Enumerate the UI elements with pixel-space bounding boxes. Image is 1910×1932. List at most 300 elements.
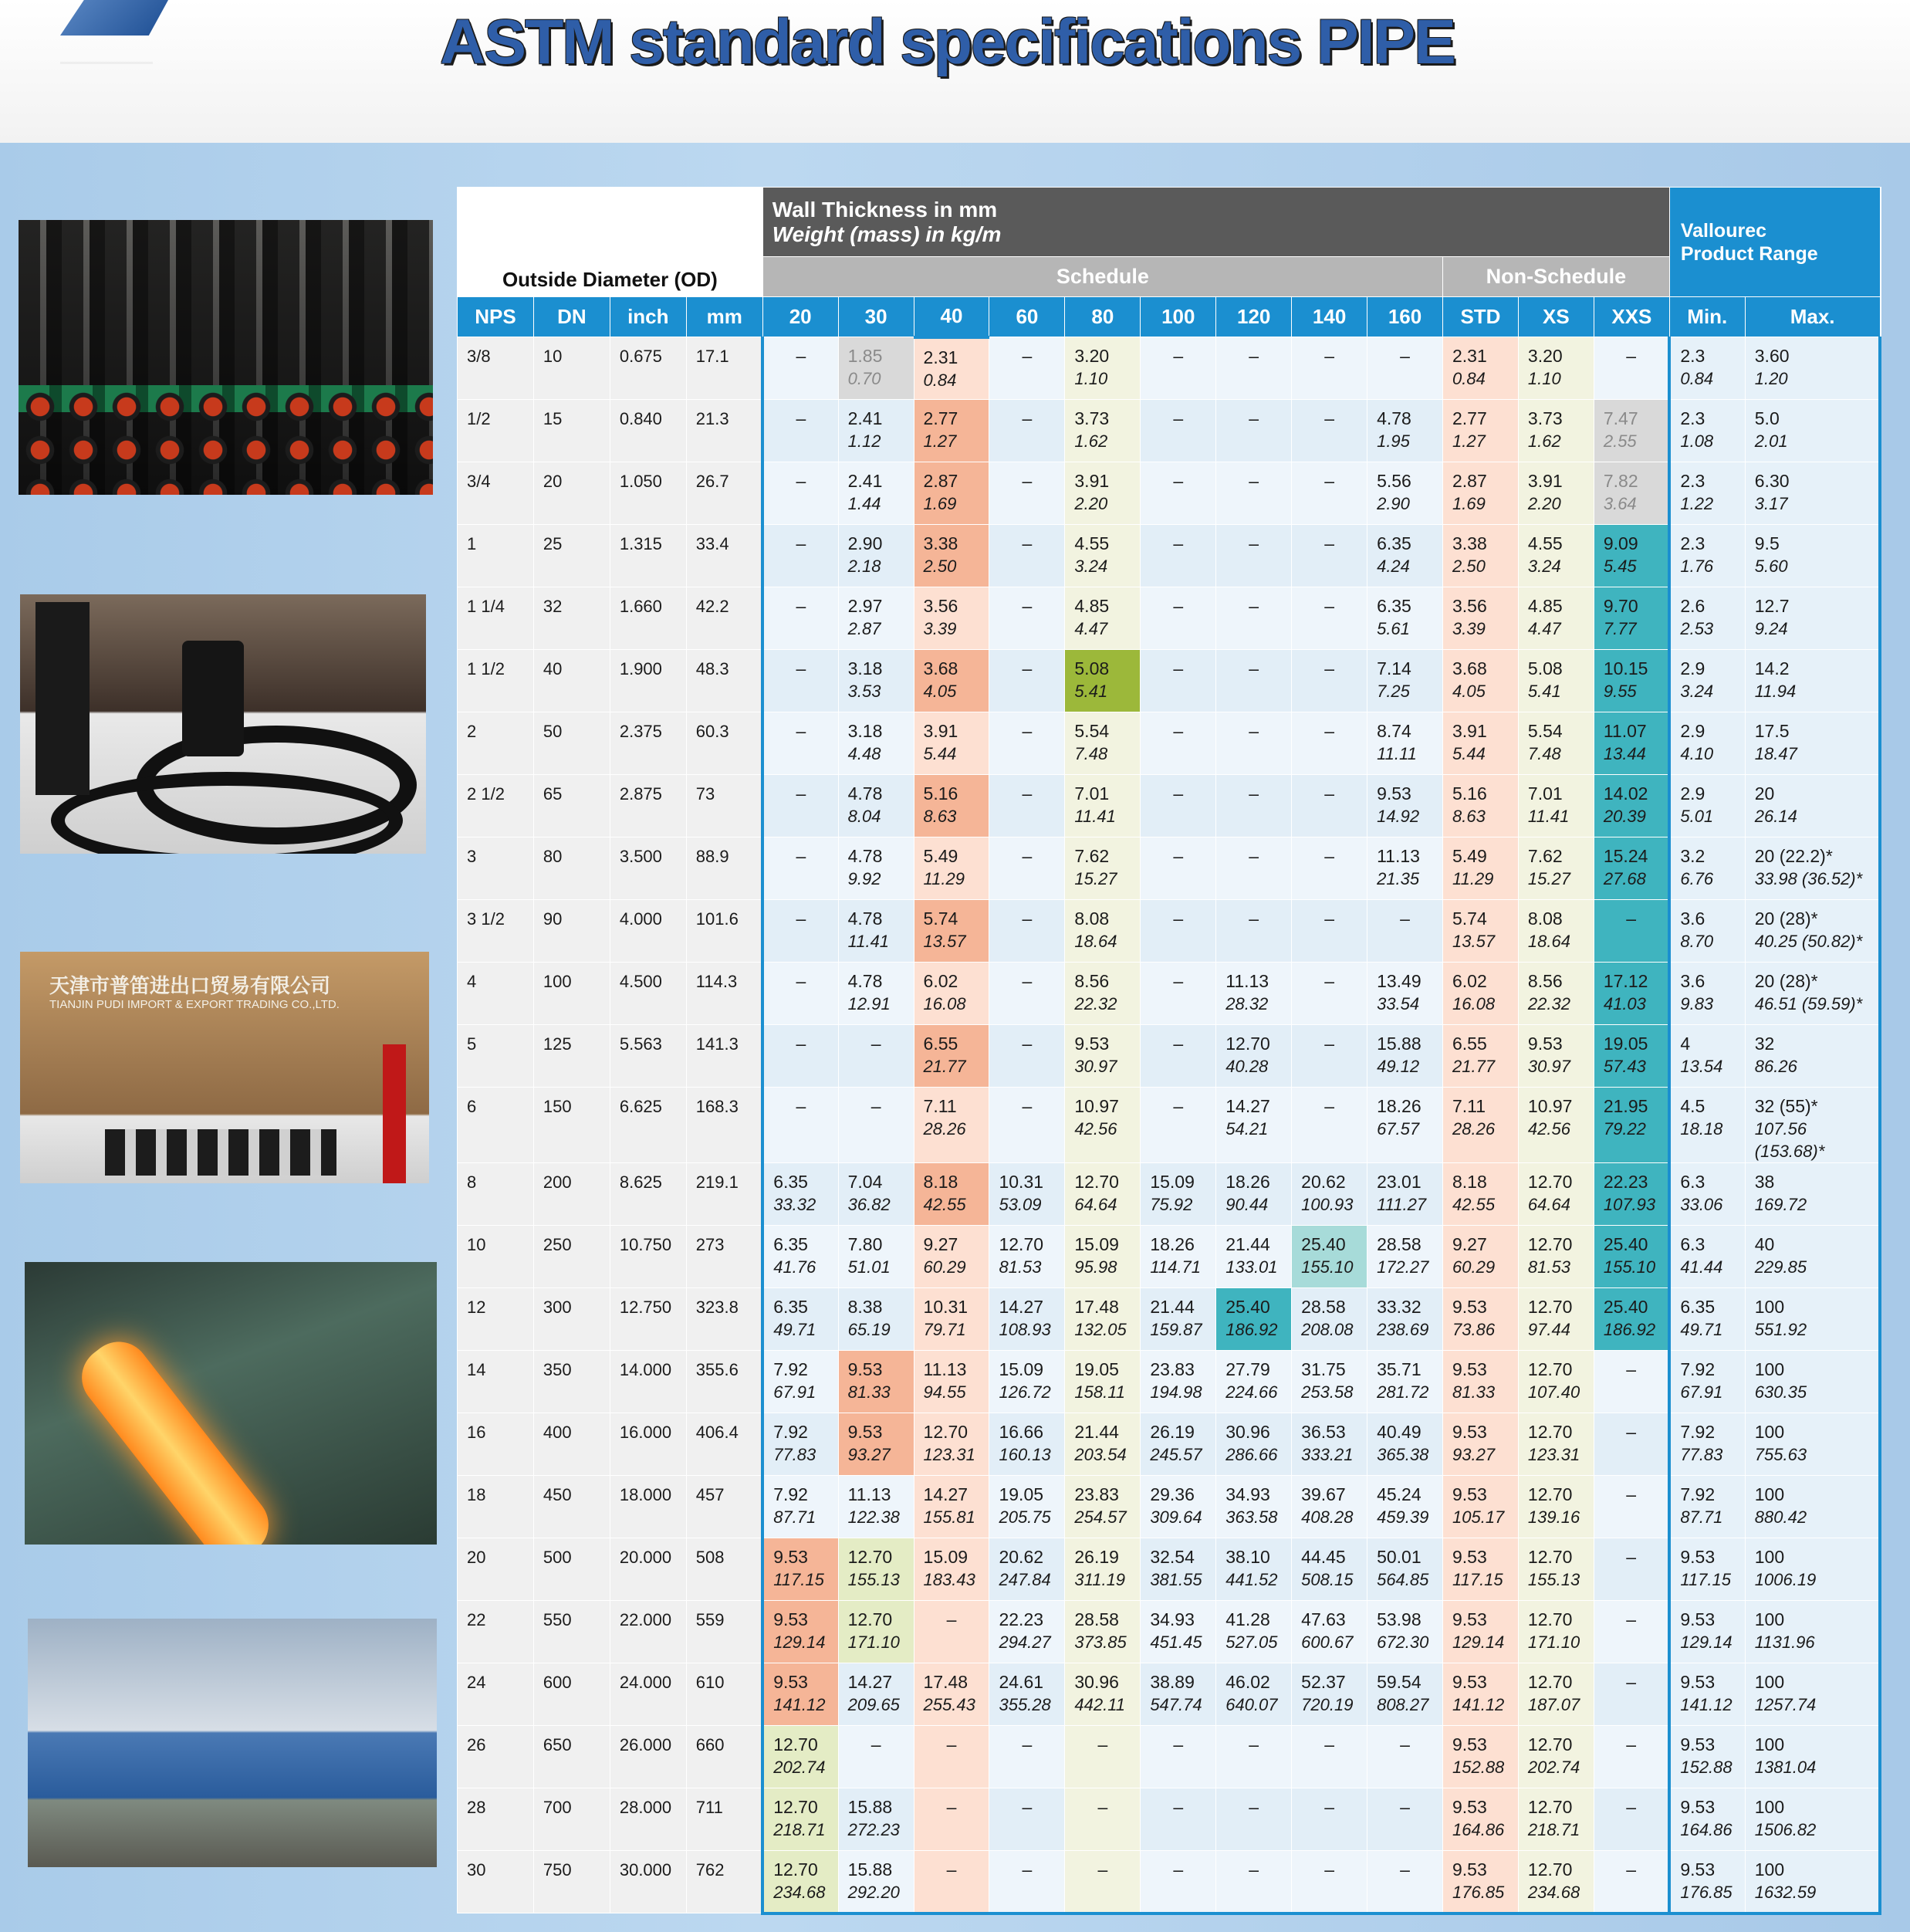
cell-80 <box>1065 1663 1141 1726</box>
weight-value: 1.08 <box>1680 431 1714 451</box>
wall-thickness-value: 100 <box>1754 1484 1785 1504</box>
weight-value: 42.55 <box>923 1195 966 1214</box>
cell-40 <box>914 963 989 1025</box>
cell-140 <box>1292 1351 1367 1413</box>
cell-inch: 18.000 <box>610 1476 686 1538</box>
wall-thickness-value: 6.35 <box>1377 596 1411 616</box>
weight-value: 333.21 <box>1301 1445 1354 1464</box>
wall-thickness-value: 11.13 <box>1225 971 1269 991</box>
cell-min <box>1669 837 1745 900</box>
wall-thickness-value: – <box>1249 471 1259 491</box>
wall-thickness-value: 3.20 <box>1527 346 1563 366</box>
cell-nps: 14 <box>458 1351 534 1413</box>
wall-thickness-value: 4.5 <box>1680 1096 1705 1116</box>
weight-value: 171.10 <box>847 1633 900 1652</box>
cell-inch: 4.500 <box>610 963 686 1025</box>
cell-xxs <box>1594 1288 1669 1351</box>
wall-thickness-value: – <box>1173 471 1184 491</box>
weight-value: 442.11 <box>1074 1695 1126 1714</box>
weight-value: 20.39 <box>1603 807 1646 826</box>
wall-thickness-value: – <box>1249 846 1259 866</box>
wall-thickness-value: 27.79 <box>1225 1359 1270 1379</box>
cell-max <box>1745 1476 1880 1538</box>
wall-thickness-value: 9.53 <box>1452 1734 1487 1754</box>
wall-thickness-value: 23.01 <box>1377 1172 1422 1192</box>
cell-60 <box>989 775 1065 837</box>
wall-thickness-value: 18.26 <box>1225 1172 1270 1192</box>
cell-inch: 1.050 <box>610 462 686 525</box>
weight-value: 14.92 <box>1377 807 1420 826</box>
table-row <box>458 337 1881 400</box>
wall-thickness-value: 28.58 <box>1301 1297 1346 1317</box>
wall-thickness-value: – <box>1249 346 1259 366</box>
cell-dn: 20 <box>533 462 610 525</box>
weight-value: 28.26 <box>923 1119 966 1139</box>
cell-100 <box>1141 462 1216 525</box>
cell-max <box>1745 1851 1880 1913</box>
cell-160 <box>1367 1476 1443 1538</box>
cell-inch: 6.625 <box>610 1088 686 1163</box>
cell-160 <box>1367 1726 1443 1788</box>
cell-std <box>1443 1788 1519 1851</box>
table-row <box>458 1788 1881 1851</box>
weight-value: 87.71 <box>773 1507 816 1527</box>
weight-value: 294.27 <box>999 1633 1051 1652</box>
wall-thickness-value: – <box>796 971 806 991</box>
column-header-100: 100 <box>1141 297 1216 337</box>
cell-100 <box>1141 900 1216 963</box>
wall-thickness-value: 3.20 <box>1074 346 1110 366</box>
cell-120 <box>1216 1788 1292 1851</box>
column-header-xxs: XXS <box>1594 297 1669 337</box>
wall-thickness-value: 1.85 <box>847 346 883 366</box>
weight-value: 169.72 <box>1754 1195 1807 1214</box>
cell-max <box>1745 712 1880 775</box>
cell-140 <box>1292 337 1367 400</box>
wall-thickness-value: – <box>1249 908 1259 929</box>
wall-thickness-value: – <box>1097 1797 1108 1817</box>
wall-thickness-value: 3.91 <box>1527 471 1563 491</box>
cell-nps: 24 <box>458 1663 534 1726</box>
column-header-max: Max. <box>1745 297 1880 337</box>
cell-80 <box>1065 1088 1141 1163</box>
cell-inch: 1.315 <box>610 525 686 587</box>
cell-std <box>1443 837 1519 900</box>
weight-value: 30.97 <box>1074 1057 1117 1076</box>
weight-value: 755.63 <box>1754 1445 1807 1464</box>
cell-xs <box>1518 462 1594 525</box>
wall-thickness-value: 3.91 <box>1452 721 1487 741</box>
wall-thickness-value: 50.01 <box>1377 1547 1422 1567</box>
cell-std <box>1443 963 1519 1025</box>
wall-thickness-value: 12.70 <box>1527 1672 1573 1692</box>
cell-nps: 6 <box>458 1088 534 1163</box>
column-header-120: 120 <box>1216 297 1292 337</box>
cell-xs <box>1518 587 1594 650</box>
cell-nps: 18 <box>458 1476 534 1538</box>
wall-thickness-value: 32.54 <box>1150 1547 1195 1567</box>
wall-thickness-value: 12.70 <box>1527 1609 1573 1629</box>
cell-120 <box>1216 1163 1292 1226</box>
weight-value: 355.28 <box>999 1695 1051 1714</box>
weight-value: 139.16 <box>1527 1507 1580 1527</box>
cell-120 <box>1216 462 1292 525</box>
wall-thickness-value: – <box>1022 908 1033 929</box>
cell-120 <box>1216 1851 1292 1913</box>
wall-thickness-value: 52.37 <box>1301 1672 1346 1692</box>
cell-mm: 26.7 <box>686 462 762 525</box>
wall-thickness-value: 12.70 <box>1527 1859 1573 1880</box>
wall-thickness-value: 14.27 <box>923 1484 969 1504</box>
cell-100 <box>1141 1663 1216 1726</box>
wall-thickness-value: 3.18 <box>847 658 883 678</box>
cell-100 <box>1141 525 1216 587</box>
cell-120 <box>1216 1476 1292 1538</box>
weight-value: 172.27 <box>1377 1257 1429 1277</box>
weight-value: 600.67 <box>1301 1633 1354 1652</box>
wall-thickness-value: 19.05 <box>1074 1359 1119 1379</box>
cell-xxs <box>1594 1163 1669 1226</box>
cell-mm: 406.4 <box>686 1413 762 1476</box>
wall-thickness-value: 20 <box>1754 783 1775 804</box>
wall-thickness-value: 7.14 <box>1377 658 1411 678</box>
cell-xxs <box>1594 1351 1669 1413</box>
wall-thickness-value: – <box>1022 471 1033 491</box>
wall-thickness-value: 7.11 <box>1452 1096 1486 1116</box>
cell-80 <box>1065 462 1141 525</box>
wall-thickness-value: – <box>1626 1484 1636 1504</box>
table-row <box>458 963 1881 1025</box>
weight-value: 0.84 <box>1452 369 1486 388</box>
cell-20 <box>762 1413 838 1476</box>
cell-xs <box>1518 1288 1594 1351</box>
weight-value: 60.29 <box>923 1257 966 1277</box>
cell-xs <box>1518 1163 1594 1226</box>
weight-value: 0.70 <box>847 369 881 388</box>
cell-min <box>1669 1413 1745 1476</box>
wall-thickness-value: 100 <box>1754 1859 1785 1880</box>
wall-thickness-value: – <box>1097 1734 1108 1754</box>
cell-20 <box>762 1288 838 1351</box>
weight-value: 3.39 <box>1452 619 1486 638</box>
wall-thickness-value: 8.08 <box>1074 908 1110 929</box>
weight-value: 9.55 <box>1603 682 1637 701</box>
wall-thickness-value: 12.70 <box>923 1422 969 1442</box>
cell-xs <box>1518 1663 1594 1726</box>
wall-thickness-value: – <box>796 596 806 616</box>
cell-60 <box>989 587 1065 650</box>
wall-thickness-value: – <box>1173 408 1184 428</box>
weight-value: 13.57 <box>923 932 966 951</box>
weight-value: 129.14 <box>1680 1633 1733 1652</box>
cell-140 <box>1292 462 1367 525</box>
wall-thickness-value: 3.38 <box>923 533 958 553</box>
cell-min <box>1669 337 1745 400</box>
wall-thickness-value: 20 (22.2)* <box>1754 846 1833 866</box>
weight-value: 108.93 <box>999 1320 1051 1339</box>
wall-thickness-value: 7.92 <box>1680 1422 1716 1442</box>
cell-40 <box>914 587 989 650</box>
cell-30 <box>838 712 914 775</box>
wall-thickness-value: 9.53 <box>1074 1034 1110 1054</box>
cell-nps: 1/2 <box>458 400 534 462</box>
table-row <box>458 1288 1881 1351</box>
wall-thickness-value: 13.49 <box>1377 971 1422 991</box>
wall-thickness-value: – <box>1173 1734 1184 1754</box>
cell-160 <box>1367 400 1443 462</box>
wall-thickness-value: 100 <box>1754 1422 1785 1442</box>
cell-std <box>1443 900 1519 963</box>
wall-thickness-value: – <box>1173 846 1184 866</box>
wall-thickness-value: – <box>1324 596 1335 616</box>
cell-mm: 323.8 <box>686 1288 762 1351</box>
cell-std <box>1443 525 1519 587</box>
cell-120 <box>1216 1025 1292 1088</box>
cell-160 <box>1367 462 1443 525</box>
cell-inch: 1.660 <box>610 587 686 650</box>
wall-thickness-value: 5.54 <box>1074 721 1110 741</box>
wall-thickness-value: – <box>1400 908 1410 929</box>
wall-thickness-value: – <box>1324 783 1335 804</box>
wall-thickness-value: – <box>1324 408 1335 428</box>
cell-dn: 40 <box>533 650 610 712</box>
cell-60 <box>989 1163 1065 1226</box>
table-row <box>458 1226 1881 1288</box>
cell-20 <box>762 775 838 837</box>
cell-120 <box>1216 400 1292 462</box>
cell-60 <box>989 1851 1065 1913</box>
wall-thickness-value: – <box>1022 971 1033 991</box>
wall-thickness-value: 26.19 <box>1150 1422 1195 1442</box>
cell-120 <box>1216 1601 1292 1663</box>
weight-value: 1.20 <box>1754 369 1788 388</box>
weight-value: 2.18 <box>847 557 881 576</box>
cell-inch: 1.900 <box>610 650 686 712</box>
cell-100 <box>1141 1226 1216 1288</box>
wall-thickness-value: 14.27 <box>1225 1096 1270 1116</box>
column-header-min: Min. <box>1669 297 1745 337</box>
weight-value: 42.55 <box>1452 1195 1496 1214</box>
column-header-row <box>458 297 1881 337</box>
wall-thickness-value: 19.05 <box>999 1484 1044 1504</box>
cell-max <box>1745 587 1880 650</box>
cell-100 <box>1141 1538 1216 1601</box>
cell-30 <box>838 1726 914 1788</box>
wall-thickness-value: 3.91 <box>1074 471 1110 491</box>
cell-30 <box>838 650 914 712</box>
weight-value: 183.43 <box>923 1570 975 1589</box>
table-row <box>458 775 1881 837</box>
wall-thickness-value: – <box>946 1609 957 1629</box>
weight-value: 18.64 <box>1527 932 1570 951</box>
cell-min <box>1669 1601 1745 1663</box>
cell-20 <box>762 462 838 525</box>
weight-value: 311.19 <box>1074 1570 1126 1589</box>
cell-xxs <box>1594 650 1669 712</box>
wall-thickness-value: – <box>1173 596 1184 616</box>
wall-thickness-value: 9.53 <box>1452 1609 1487 1629</box>
cell-20 <box>762 1788 838 1851</box>
wall-thickness-value: 2.31 <box>1452 346 1487 366</box>
wall-thickness-value: 4.78 <box>1377 408 1411 428</box>
weight-value: 1257.74 <box>1754 1695 1817 1714</box>
wall-thickness-value: – <box>1097 1859 1108 1880</box>
wall-thickness-value: 5.08 <box>1527 658 1563 678</box>
cell-min <box>1669 900 1745 963</box>
cell-xxs <box>1594 1851 1669 1913</box>
weight-value: 155.10 <box>1603 1257 1656 1277</box>
wall-thickness-value: 20 (28)* <box>1754 971 1818 991</box>
cell-min <box>1669 1288 1745 1351</box>
weight-value: 155.13 <box>1527 1570 1580 1589</box>
table-row <box>458 1851 1881 1913</box>
weight-value: 640.07 <box>1225 1695 1278 1714</box>
cell-30 <box>838 900 914 963</box>
cell-nps: 10 <box>458 1226 534 1288</box>
wall-thickness-value: 9.53 <box>1680 1734 1716 1754</box>
cell-80 <box>1065 400 1141 462</box>
wall-thickness-value: 4.78 <box>847 971 883 991</box>
cell-120 <box>1216 837 1292 900</box>
wall-thickness-value: – <box>1626 346 1636 366</box>
table-row <box>458 462 1881 525</box>
wall-thickness-value: 53.98 <box>1377 1609 1422 1629</box>
cell-40 <box>914 1226 989 1288</box>
weight-value: 171.10 <box>1527 1633 1580 1652</box>
cell-160 <box>1367 1663 1443 1726</box>
cell-140 <box>1292 650 1367 712</box>
cell-30 <box>838 1663 914 1726</box>
cell-std <box>1443 1663 1519 1726</box>
cell-30 <box>838 1288 914 1351</box>
wall-thickness-value: 2.3 <box>1680 471 1705 491</box>
cell-dn: 80 <box>533 837 610 900</box>
wall-thickness-value: 34.93 <box>1225 1484 1270 1504</box>
cell-max <box>1745 337 1880 400</box>
cell-min <box>1669 525 1745 587</box>
cell-80 <box>1065 1163 1141 1226</box>
cell-xxs <box>1594 775 1669 837</box>
wall-thickness-value: – <box>1626 1859 1636 1880</box>
cell-xs <box>1518 775 1594 837</box>
cell-dn: 65 <box>533 775 610 837</box>
weight-value: 7.25 <box>1377 682 1410 701</box>
weight-value: 22.32 <box>1527 994 1570 1013</box>
cell-160 <box>1367 1288 1443 1351</box>
wall-thickness-value: 5.74 <box>1452 908 1487 929</box>
cell-xxs <box>1594 712 1669 775</box>
weight-value: 2.55 <box>1603 431 1637 451</box>
cell-20 <box>762 1851 838 1913</box>
wall-thickness-value: 5.08 <box>1074 658 1110 678</box>
wall-thickness-value: 12.70 <box>847 1547 893 1567</box>
weight-value: 12.91 <box>847 994 891 1013</box>
weight-value: 3.24 <box>1680 682 1714 701</box>
cell-xs <box>1518 900 1594 963</box>
wall-thickness-value: – <box>1173 721 1184 741</box>
weight-value: 363.58 <box>1225 1507 1278 1527</box>
wall-thickness-value: – <box>1324 1797 1335 1817</box>
wall-thickness-value: 2.77 <box>923 408 958 428</box>
cell-40 <box>914 650 989 712</box>
weight-value: 1.69 <box>1452 494 1486 513</box>
cell-120 <box>1216 963 1292 1025</box>
cell-std <box>1443 650 1519 712</box>
cell-dn: 10 <box>533 337 610 400</box>
weight-subtitle: Weight (mass) in kg/m <box>772 222 1002 246</box>
weight-value: 630.35 <box>1754 1382 1807 1402</box>
cell-160 <box>1367 1538 1443 1601</box>
cell-120 <box>1216 1726 1292 1788</box>
weight-value: 11.94 <box>1754 682 1797 701</box>
cell-xxs <box>1594 1538 1669 1601</box>
weight-value: 13.57 <box>1452 932 1496 951</box>
cell-160 <box>1367 837 1443 900</box>
wall-thickness-value: 38 <box>1754 1172 1775 1192</box>
cell-dn: 15 <box>533 400 610 462</box>
weight-value: 1.22 <box>1680 494 1714 513</box>
wall-thickness-value: 2.3 <box>1680 533 1705 553</box>
cell-30 <box>838 1476 914 1538</box>
cell-60 <box>989 1413 1065 1476</box>
wall-thickness-value: – <box>1173 346 1184 366</box>
wall-thickness-value: 6.3 <box>1680 1172 1705 1192</box>
weight-value: 672.30 <box>1377 1633 1429 1652</box>
cell-mm: 60.3 <box>686 712 762 775</box>
cell-40 <box>914 1351 989 1413</box>
weight-value: 229.85 <box>1754 1257 1807 1277</box>
wall-thickness-value: – <box>1626 1422 1636 1442</box>
wall-thickness-value: 2.41 <box>847 408 883 428</box>
weight-value: 3.64 <box>1603 494 1637 513</box>
weight-value: 2.20 <box>1527 494 1561 513</box>
cell-60 <box>989 525 1065 587</box>
wall-thickness-value: 100 <box>1754 1359 1785 1379</box>
wall-thickness-value: 2.31 <box>923 347 958 367</box>
wall-thickness-value: 9.53 <box>1527 1034 1563 1054</box>
wall-thickness-value: – <box>1626 1734 1636 1754</box>
wall-thickness-value: – <box>1249 721 1259 741</box>
weight-value: 28.26 <box>1452 1119 1496 1139</box>
weight-value: 93.27 <box>1452 1445 1496 1464</box>
cell-100 <box>1141 1726 1216 1788</box>
weight-value: 51.01 <box>847 1257 891 1277</box>
wall-thickness-value: 5.0 <box>1754 408 1780 428</box>
weight-value: 111.27 <box>1377 1195 1427 1214</box>
weight-value: 234.68 <box>1527 1883 1580 1902</box>
wall-thickness-value: 11.13 <box>847 1484 891 1504</box>
wall-thickness-value: 40.49 <box>1377 1422 1422 1442</box>
column-header-mm: mm <box>686 297 762 337</box>
cell-mm: 114.3 <box>686 963 762 1025</box>
cell-20 <box>762 1025 838 1088</box>
wall-thickness-value: 7.11 <box>923 1096 957 1116</box>
cell-40 <box>914 1851 989 1913</box>
wall-thickness-value: – <box>796 721 806 741</box>
wall-thickness-value: – <box>796 346 806 366</box>
cell-xxs <box>1594 837 1669 900</box>
cell-140 <box>1292 1025 1367 1088</box>
cell-xxs <box>1594 963 1669 1025</box>
cell-100 <box>1141 400 1216 462</box>
weight-value: 4.47 <box>1074 619 1108 638</box>
wall-thickness-value: – <box>1249 408 1259 428</box>
cell-xs <box>1518 1726 1594 1788</box>
cell-80 <box>1065 1726 1141 1788</box>
cell-inch: 2.375 <box>610 712 686 775</box>
wall-thickness-value: 15.88 <box>847 1859 893 1880</box>
wall-thickness-value: – <box>1022 1096 1033 1116</box>
